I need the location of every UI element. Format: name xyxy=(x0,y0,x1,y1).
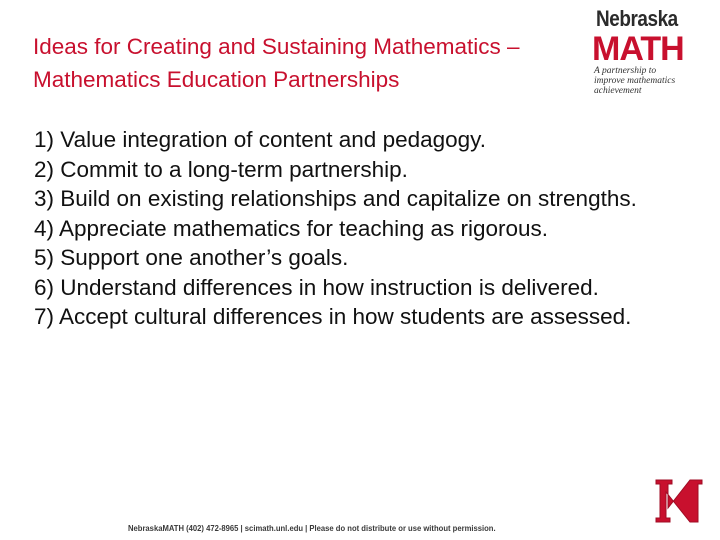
list-item: 2) Commit to a long-term partnership. xyxy=(34,156,408,182)
title-line-1: Ideas for Creating and Sustaining Mathematics – xyxy=(33,34,520,59)
list-item: 1) Value integration of content and pedagogy. xyxy=(34,127,486,152)
list-item: 3) Build on existing relationships and capitalize on strengths. xyxy=(34,186,637,211)
nebraska-math-logo xyxy=(586,6,686,96)
logo-word-nebraska: Nebraska xyxy=(596,6,678,31)
logo-word-math: MATH xyxy=(592,30,684,68)
ideas-list xyxy=(34,125,674,332)
slide-title xyxy=(33,30,593,96)
list-item: 5) Support one another’s goals. xyxy=(34,245,349,270)
list-item: 7) Accept cultural differences in how students are assessed. xyxy=(34,304,632,329)
logo-tagline: A partnership to improve mathematics achievement xyxy=(594,66,676,96)
footer-text: NebraskaMATH (402) 472-8965 | scimath.unl.edu | Please do not distribute or use without permission. xyxy=(128,523,496,533)
list-item: 4) Appreciate mathematics for teaching as rigorous. xyxy=(34,215,549,241)
list-item: 6) Understand differences in how instruction is delivered. xyxy=(34,274,599,300)
title-line-2: Mathematics Education Partnerships xyxy=(33,67,400,92)
university-n-logo-icon xyxy=(650,472,708,530)
